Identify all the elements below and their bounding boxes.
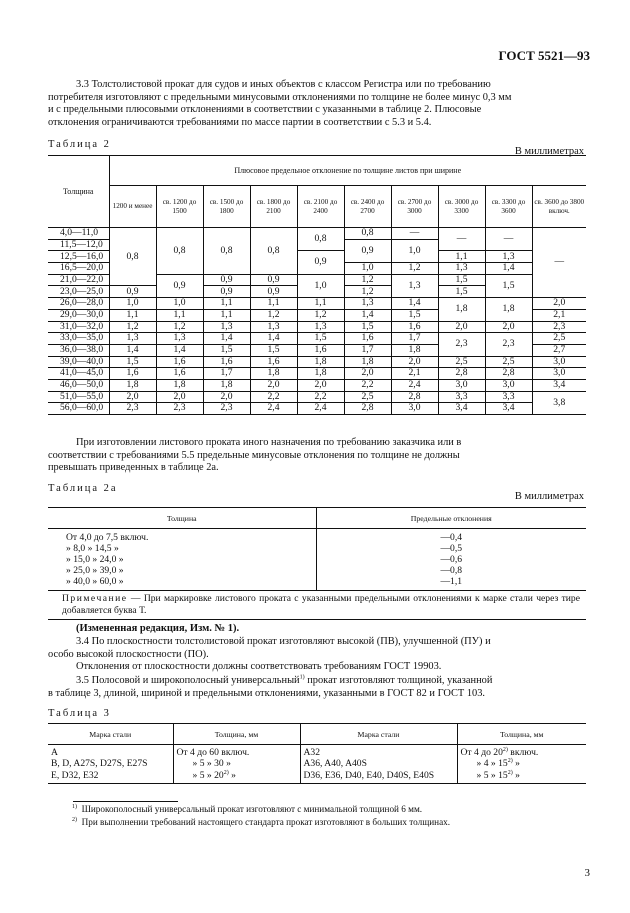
thickness-cell: 36,0—38,0 — [48, 344, 109, 356]
value-cell: 0,8 — [156, 228, 203, 275]
value-cell: 0,8 — [109, 228, 156, 286]
grade-header: Марка стали — [48, 724, 173, 745]
value-cell: 2,0 — [344, 368, 391, 380]
footnote-mark: 2) — [72, 816, 77, 823]
value-cell: 1,7 — [344, 344, 391, 356]
value-cell: 1,6 — [156, 356, 203, 368]
thickness-row: От 4,0 до 7,5 включ. — [66, 532, 149, 543]
col-header: св. 2400 до 2700 — [344, 186, 391, 228]
value-cell: 0,9 — [203, 286, 250, 298]
deviation-value: —0,4 — [440, 532, 463, 543]
grade-value: E, D32, E32 — [51, 769, 99, 781]
value-cell: 1,4 — [109, 344, 156, 356]
value-cell: 2,5 — [532, 333, 586, 345]
value-cell: 2,8 — [344, 403, 391, 415]
value-cell: 0,8 — [344, 228, 391, 240]
value-cell: 2,3 — [438, 333, 485, 356]
value-cell: 2,3 — [203, 403, 250, 415]
value-cell: 2,0 — [297, 379, 344, 391]
value-cell: 1,0 — [156, 298, 203, 310]
text-line: При изготовлении листового проката иного назначения по требованию заказчика или в — [76, 437, 462, 448]
thickness-text: От 4 до 20 — [460, 747, 503, 758]
value-cell: 1,3 — [297, 321, 344, 333]
table-note — [48, 591, 586, 620]
value-cell: 1,2 — [250, 309, 297, 321]
col-header: св. 3600 до 3800 включ. — [532, 186, 586, 228]
paragraph-3-5 — [48, 675, 586, 700]
value-cell: 1,6 — [156, 368, 203, 380]
text-fragment: 3.5 Полосовой и широкополосный универсальный — [76, 675, 300, 686]
value-cell: 1,2 — [391, 263, 438, 275]
value-cell: 1,2 — [156, 321, 203, 333]
thickness-value: » 5 » 30 » — [192, 758, 231, 770]
value-cell: 1,5 — [438, 274, 485, 286]
value-cell: 0,8 — [297, 228, 344, 251]
table-3 — [48, 723, 586, 784]
thickness-row: » 25,0 » 39,0 » — [66, 565, 124, 576]
table-2a — [48, 507, 586, 620]
value-cell: 1,5 — [297, 333, 344, 345]
thickness-cell: 39,0—40,0 — [48, 356, 109, 368]
value-cell: 1,6 — [391, 321, 438, 333]
thickness-value: » 5 » 20$^{2)}$ » — [192, 769, 236, 781]
value-cell: 1,5 — [344, 321, 391, 333]
value-cell: 2,3 — [156, 403, 203, 415]
value-cell: 2,3 — [109, 403, 156, 415]
grade-value: A32 — [303, 747, 321, 758]
thickness-row: » 40,0 » 60,0 » — [66, 576, 124, 587]
thickness-cell: 29,0—30,0 — [48, 309, 109, 321]
value-cell: 1,4 — [344, 309, 391, 321]
value-cell: 0,9 — [250, 286, 297, 298]
value-cell: 1,5 — [250, 344, 297, 356]
value-cell: 2,4 — [297, 403, 344, 415]
text-line: и с предельными плюсовыми отклонениями в соответствии с указанными в таблице 2. Плюсовые — [48, 104, 482, 116]
value-cell: 2,0 — [532, 298, 586, 310]
grade-column — [48, 745, 173, 784]
thickness-cell: 12,5—16,0 — [48, 251, 109, 263]
col-header: св. 1500 до 1800 — [203, 186, 250, 228]
footnote-mark: 1) — [72, 803, 77, 810]
value-cell: 3,0 — [438, 379, 485, 391]
thickness-cell: 51,0—55,0 — [48, 391, 109, 403]
thickness-row: » 8,0 » 14,5 » — [66, 543, 119, 554]
note-prefix: Примечание — [62, 593, 128, 604]
value-cell: 1,6 — [109, 368, 156, 380]
thickness-text: » 4 » 15 — [476, 758, 508, 770]
text-line: в таблице 3, длиной, шириной и предельными отклонениями, указанными в ГОСТ 82 и ГОСТ 103. — [48, 687, 486, 699]
thickness-text: » 5 » 15 — [476, 769, 508, 781]
value-cell: 0,8 — [250, 228, 297, 275]
page-number: 3 — [584, 867, 590, 879]
text-line: особо высокой плоскостности (ПО). — [48, 648, 209, 660]
text-line: Отклонения от плоскостности должны соответствовать требованиям ГОСТ 19903. — [76, 661, 442, 673]
value-cell: 1,3 — [438, 263, 485, 275]
value-cell: 3,4 — [532, 379, 586, 391]
thickness-cell: 4,0—11,0 — [48, 228, 109, 240]
value-cell: 2,3 — [532, 321, 586, 333]
grade-value: B, D, A27S, D27S, E27S — [51, 758, 148, 770]
thickness-cell: 31,0—32,0 — [48, 321, 109, 333]
table2a-unit: В миллиметрах — [514, 491, 584, 502]
col-header: 1200 и менее — [109, 186, 156, 228]
value-cell: 3,0 — [532, 356, 586, 368]
grade-column — [300, 745, 457, 784]
grade-value: A36, A40, A40S — [303, 758, 367, 770]
value-cell: — — [532, 228, 586, 298]
value-cell: 1,8 — [109, 379, 156, 391]
value-cell: 3,3 — [485, 391, 532, 403]
value-cell: 2,0 — [156, 391, 203, 403]
value-cell: 1,8 — [203, 379, 250, 391]
thickness-row: » 15,0 » 24,0 » — [66, 554, 124, 565]
value-cell: 1,6 — [250, 356, 297, 368]
value-cell: 1,4 — [250, 333, 297, 345]
deviation-value: —0,8 — [440, 565, 463, 576]
value-cell: 1,1 — [203, 298, 250, 310]
value-cell: — — [485, 228, 532, 251]
amendment-note: (Измененная редакция, Изм. № 1). — [76, 623, 240, 634]
value-cell: — — [391, 228, 438, 240]
deviation-header: Предельные отклонения — [316, 508, 586, 529]
footnote-ref: 2) — [507, 758, 513, 765]
value-cell: 2,2 — [344, 379, 391, 391]
thickness-column — [173, 745, 300, 784]
thickness-value: От 4 до 20$^{2)}$ включ. — [460, 746, 539, 758]
value-cell: 3,8 — [532, 391, 586, 414]
value-cell: 2,2 — [297, 391, 344, 403]
value-cell: 1,0 — [297, 274, 344, 297]
value-cell: 2,1 — [391, 368, 438, 380]
paragraph-3-4 — [48, 636, 586, 674]
text-line: 3.3 Толстолистовой прокат для судов и иных объектов с классом Регистра или по требованию — [76, 79, 491, 90]
value-cell: 0,9 — [297, 251, 344, 274]
footnote-ref: 2) — [507, 769, 513, 776]
value-cell: 1,3 — [250, 321, 297, 333]
paragraph-3-3 — [48, 79, 586, 129]
value-cell: 3,4 — [485, 403, 532, 415]
thickness-value: » 4 » 15$^{2)}$ » — [476, 758, 520, 770]
text-fragment: прокат изготовляют толщиной, указанной — [304, 675, 493, 686]
value-cell: 2,7 — [532, 344, 586, 356]
thickness-header: Толщина — [48, 156, 109, 228]
value-cell: 1,5 — [391, 309, 438, 321]
value-cell: 2,4 — [250, 403, 297, 415]
value-cell: 1,3 — [203, 321, 250, 333]
value-cell: 1,3 — [344, 298, 391, 310]
thickness-value: » 5 » 15$^{2)}$ » — [476, 769, 520, 781]
value-cell: 1,2 — [297, 309, 344, 321]
footnote-ref: 2) — [223, 769, 229, 776]
value-cell: 1,8 — [485, 298, 532, 321]
text-line: потребителя изготовляют с предельными минусовыми отклонениями по толщине не более минус 0,3 мм — [48, 91, 512, 103]
value-cell: 1,8 — [297, 368, 344, 380]
value-cell: 2,3 — [485, 333, 532, 356]
footnote-text: Широкополосный универсальный прокат изготовляют с минимальной толщиной 6 мм. — [81, 804, 423, 814]
value-cell: 2,0 — [109, 391, 156, 403]
value-cell: 1,8 — [156, 379, 203, 391]
deviation-value: —0,6 — [440, 554, 463, 565]
text-line: отклонения ограничиваются требованиями по массе партии в соответствии с 5.3 и 5.4. — [48, 116, 432, 128]
footnote-separator — [73, 801, 178, 802]
value-cell: 2,1 — [532, 309, 586, 321]
standard-code: ГОСТ 5521—93 — [498, 48, 590, 63]
table-2 — [48, 155, 586, 415]
value-cell: 1,1 — [203, 309, 250, 321]
value-cell: 0,9 — [109, 286, 156, 298]
footnote-ref: 2) — [502, 746, 508, 753]
grade-value: A — [51, 747, 58, 758]
value-cell: 3,3 — [438, 391, 485, 403]
value-cell: 1,1 — [109, 309, 156, 321]
value-cell: 1,1 — [297, 298, 344, 310]
paragraph-other-purpose — [48, 437, 586, 475]
table3-caption: Таблица 3 — [48, 708, 111, 719]
thickness-header: Толщина, мм — [173, 724, 300, 745]
footnote-text: При выполнении требований настоящего стандарта прокат изготовляют в больших толщинах. — [81, 817, 451, 827]
deviation-column — [316, 529, 586, 591]
value-cell: 3,0 — [485, 379, 532, 391]
value-cell: 2,0 — [250, 379, 297, 391]
deviation-value: —1,1 — [440, 576, 463, 587]
value-cell: 0,9 — [344, 239, 391, 262]
value-cell: 2,8 — [485, 368, 532, 380]
thickness-value: От 4 до 60 включ. — [176, 747, 250, 758]
value-cell: 0,8 — [203, 228, 250, 275]
col-header: св. 1200 до 1500 — [156, 186, 203, 228]
text-line: 3.4 По плоскостности толстолистовой прокат изготовляют высокой (ПВ), улучшенной (ПУ) и — [76, 636, 491, 647]
thickness-cell: 26,0—28,0 — [48, 298, 109, 310]
value-cell: 2,8 — [438, 368, 485, 380]
grade-header: Марка стали — [300, 724, 457, 745]
value-cell: 1,0 — [344, 263, 391, 275]
col-header: св. 1800 до 2100 — [250, 186, 297, 228]
value-cell: 1,4 — [203, 333, 250, 345]
value-cell: 1,3 — [156, 333, 203, 345]
deviation-value: —0,5 — [440, 543, 463, 554]
value-cell: — — [438, 228, 485, 251]
value-cell: 2,5 — [485, 356, 532, 368]
value-cell: 1,8 — [297, 356, 344, 368]
value-cell: 0,9 — [203, 274, 250, 286]
value-cell: 1,3 — [485, 251, 532, 263]
note-text: — При маркировке листового проката с указанными предельными отклонениями к марке стали через тире добавляется буква Т. — [62, 593, 580, 616]
value-cell: 1,1 — [250, 298, 297, 310]
value-cell: 1,8 — [391, 344, 438, 356]
grade-value: D36, E36, D40, E40, D40S, E40S — [303, 769, 435, 781]
value-cell: 1,8 — [344, 356, 391, 368]
thickness-cell: 16,5—20,0 — [48, 263, 109, 275]
value-cell: 1,2 — [109, 321, 156, 333]
text-line: соответствии с требованиями 5.5 предельные минусовые отклонения по толщине не должны — [48, 449, 460, 461]
col-header: св. 3000 до 3300 — [438, 186, 485, 228]
value-cell: 2,0 — [438, 321, 485, 333]
value-cell: 1,0 — [391, 239, 438, 262]
value-cell: 3,0 — [391, 403, 438, 415]
thickness-cell: 11,5—12,0 — [48, 239, 109, 251]
value-cell: 2,0 — [203, 391, 250, 403]
value-cell: 1,5 — [438, 286, 485, 298]
thickness-cell: 46,0—50,0 — [48, 379, 109, 391]
value-cell: 1,1 — [438, 251, 485, 263]
footnote-ref: 1) — [299, 674, 305, 681]
thickness-column — [48, 529, 316, 591]
thickness-header: Толщина, мм — [457, 724, 586, 745]
value-cell: 2,8 — [391, 391, 438, 403]
value-cell: 1,8 — [438, 298, 485, 321]
col-header: св. 3300 до 3600 — [485, 186, 532, 228]
value-cell: 1,3 — [391, 274, 438, 297]
value-cell: 1,6 — [297, 344, 344, 356]
value-cell: 2,2 — [250, 391, 297, 403]
value-cell: 1,4 — [485, 263, 532, 275]
value-cell: 1,6 — [203, 356, 250, 368]
value-cell: 1,5 — [109, 356, 156, 368]
thickness-text: » 5 » 20 — [192, 769, 224, 781]
value-cell: 2,0 — [485, 321, 532, 333]
thickness-column — [457, 745, 586, 784]
value-cell: 1,2 — [344, 286, 391, 298]
value-cell: 2,5 — [438, 356, 485, 368]
value-cell: 3,0 — [532, 368, 586, 380]
thickness-cell: 21,0—22,0 — [48, 274, 109, 286]
width-group-header: Плюсовое предельное отклонение по толщине листов при ширине — [109, 156, 586, 186]
thickness-cell: 41,0—45,0 — [48, 368, 109, 380]
value-cell: 1,5 — [203, 344, 250, 356]
value-cell: 1,6 — [344, 333, 391, 345]
value-cell: 3,4 — [438, 403, 485, 415]
value-cell: 1,8 — [250, 368, 297, 380]
value-cell: 2,0 — [391, 356, 438, 368]
text-line — [48, 675, 586, 688]
table2-unit: В миллиметрах — [514, 146, 584, 157]
value-cell: 1,3 — [109, 333, 156, 345]
value-cell: 1,7 — [391, 333, 438, 345]
thickness-cell: 56,0—60,0 — [48, 403, 109, 415]
footnote-2 — [72, 817, 450, 827]
table2a-caption: Таблица 2а — [48, 483, 118, 494]
value-cell: 1,7 — [203, 368, 250, 380]
thickness-header: Толщина — [48, 508, 316, 529]
value-cell: 0,9 — [156, 274, 203, 297]
thickness-cell: 33,0—35,0 — [48, 333, 109, 345]
table2-caption: Таблица 2 — [48, 139, 111, 150]
value-cell: 0,9 — [250, 274, 297, 286]
value-cell: 1,4 — [391, 298, 438, 310]
value-cell: 1,5 — [485, 274, 532, 297]
thickness-cell: 23,0—25,0 — [48, 286, 109, 298]
value-cell: 1,4 — [156, 344, 203, 356]
footnote-1 — [72, 804, 422, 814]
value-cell: 2,5 — [344, 391, 391, 403]
text-line: превышать приведенных в таблице 2а. — [48, 462, 219, 474]
value-cell: 1,1 — [156, 309, 203, 321]
value-cell: 2,4 — [391, 379, 438, 391]
col-header: св. 2700 до 3000 — [391, 186, 438, 228]
col-header: св. 2100 до 2400 — [297, 186, 344, 228]
value-cell: 1,2 — [344, 274, 391, 286]
value-cell: 1,0 — [109, 298, 156, 310]
